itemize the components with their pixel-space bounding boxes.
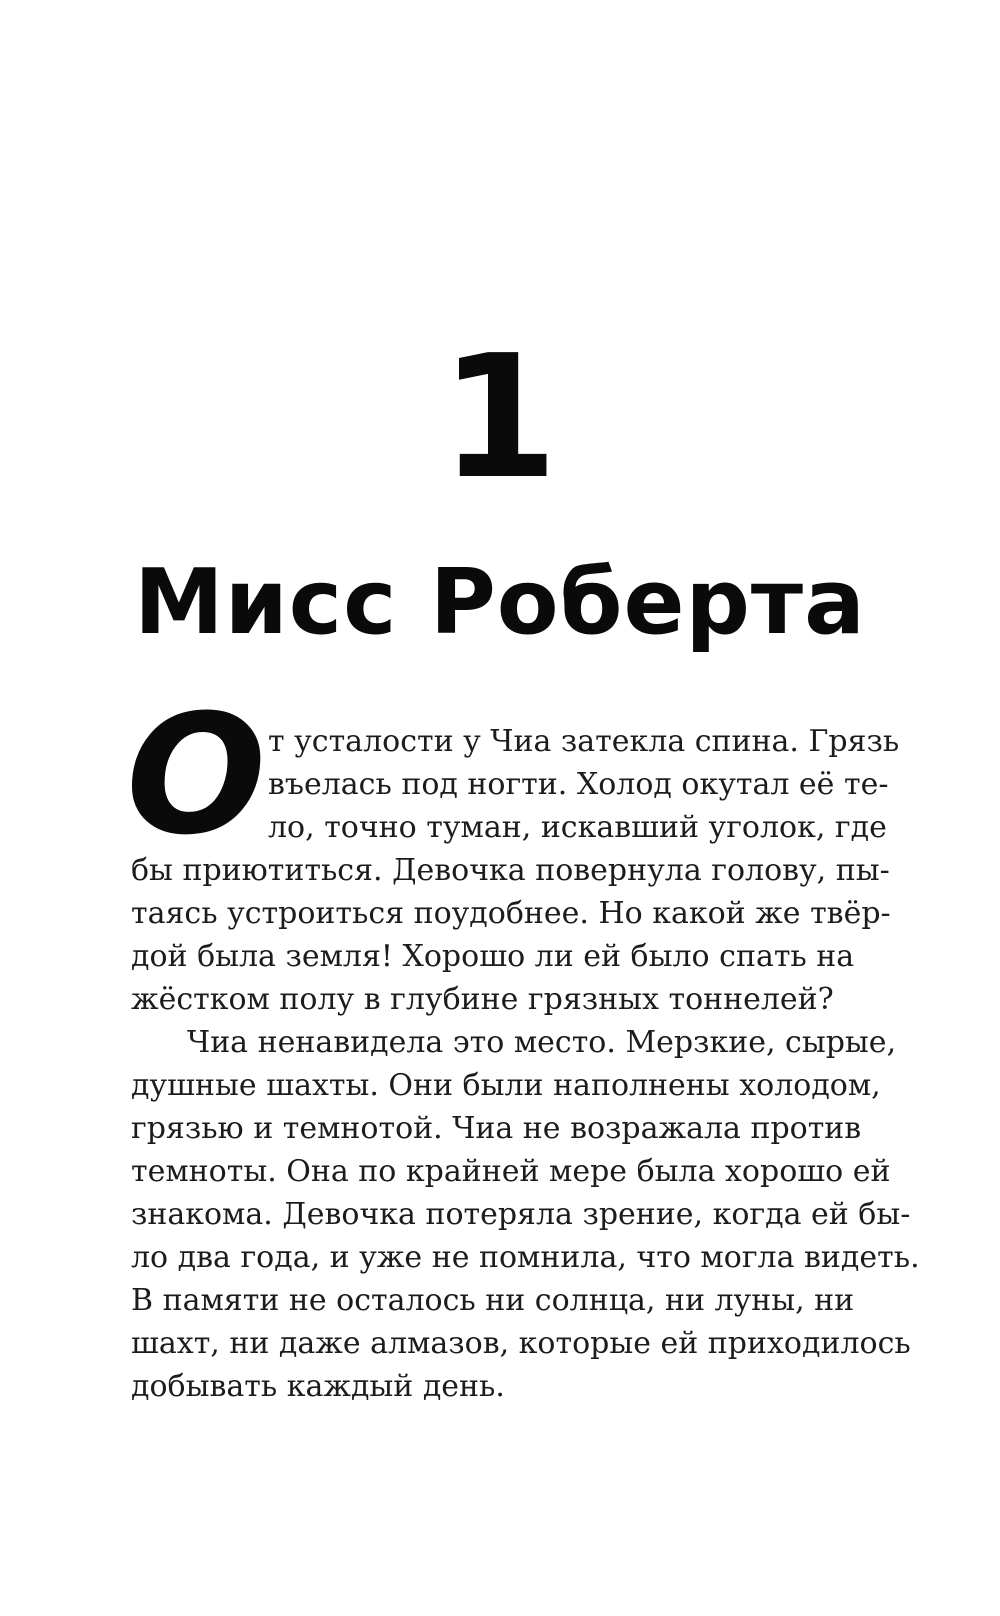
paragraph-2-line-6: ло два года, и уже не помнила, что могла видеть. (131, 1240, 920, 1275)
paragraph-1-line-2: въелась под ногти. Холод окутал её те- (268, 767, 889, 802)
paragraph-2-line-7: В памяти не осталось ни солнца, ни луны, ни (131, 1283, 855, 1318)
paragraph-2-line-9: добывать каждый день. (131, 1369, 505, 1404)
paragraph-2-line-1: Чиа ненавидела это место. Мерзкие, сырые, (187, 1025, 897, 1060)
paragraph-1-line-4: бы приютиться. Девочка повернула голову, пы- (131, 853, 890, 888)
chapter-body-text (131, 720, 920, 1408)
paragraph-2-line-4: темноты. Она по крайней мере была хорошо ей (131, 1154, 891, 1189)
paragraph-2-line-2: душные шахты. Они были наполнены холодом, (131, 1068, 881, 1103)
chapter-title: Мисс Роберта (134, 550, 866, 655)
paragraph-1-line-1: т усталости у Чиа затекла спина. Грязь (268, 724, 900, 759)
paragraph-2-line-8: шахт, ни даже алмазов, которые ей приходилось (131, 1326, 911, 1361)
paragraph-1-line-7: жёстком полу в глубине грязных тоннелей? (131, 982, 834, 1017)
paragraph-1-line-6: дой была земля! Хорошо ли ей было спать на (131, 939, 855, 974)
paragraph-1-line-3: ло, точно туман, искавший уголок, где (268, 810, 887, 845)
chapter-number: 1 (439, 319, 561, 517)
drop-cap-letter: О (126, 679, 267, 871)
paragraph-1-line-5: таясь устроиться поудобнее. Но какой же твёр- (131, 896, 891, 931)
paragraph-2-line-3: грязью и темнотой. Чиа не возражала против (131, 1111, 862, 1146)
paragraph-2-line-5: знакома. Девочка потеряла зрение, когда ей бы- (131, 1197, 911, 1232)
